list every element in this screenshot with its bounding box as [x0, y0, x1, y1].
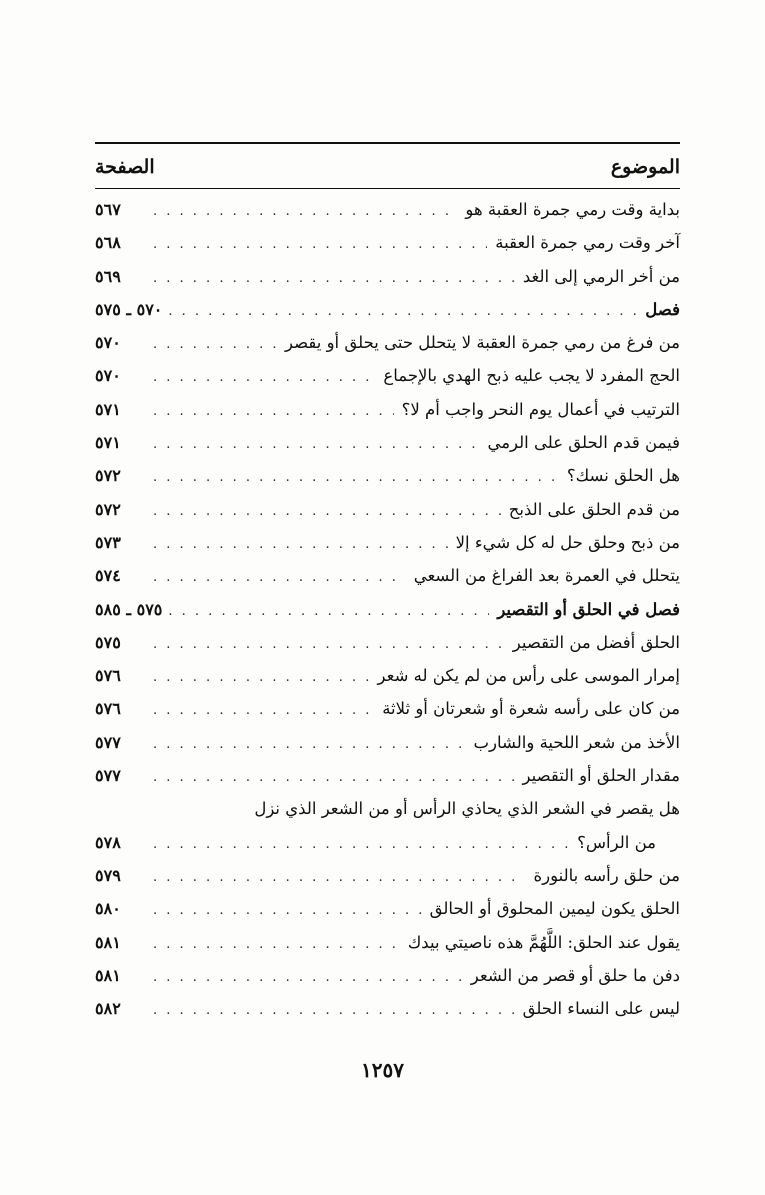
toc-entry: [95, 859, 680, 892]
table-of-contents: [95, 142, 680, 1025]
dot-leader: [147, 761, 515, 794]
entry-page: ٥٧٦: [95, 699, 121, 719]
entry-title: من فرغ من رمي جمرة العقبة لا يتحلل حتى يحلق أو يقصر: [284, 333, 680, 353]
section-title: فصل في الحلق أو التقصير: [497, 599, 680, 619]
toc-entry: [95, 426, 680, 459]
entry-page: ٥٧٧: [95, 732, 121, 752]
toc-entry: [95, 493, 680, 526]
entry-title: الحلق أفضل من التقصير: [512, 632, 680, 652]
toc-entry-continuation: [95, 826, 680, 859]
toc-entry: [95, 759, 680, 792]
dot-leader: [147, 861, 525, 894]
page-number: ١٢٥٧: [361, 1058, 404, 1082]
dot-leader: [147, 361, 375, 394]
entry-page: ٥٧٦: [95, 666, 121, 686]
dot-leader: [162, 295, 637, 328]
entry-title: من ذبح وحلق حل له كل شيء إلا: [455, 532, 680, 552]
dot-leader: [147, 928, 400, 961]
toc-entry-multiline-start: [95, 792, 680, 825]
entry-page: ٥٧١: [95, 399, 121, 419]
toc-entry: [95, 892, 680, 925]
section-page-range: ٥٧٠ ـ ٥٧٥: [95, 299, 163, 319]
entry-page: ٥٨١: [95, 932, 121, 952]
toc-section-entry: [95, 293, 680, 326]
toc-section-entry: [95, 593, 680, 626]
entry-page: ٥٨٢: [95, 999, 121, 1019]
dot-leader: [147, 694, 374, 727]
entry-title: آخر وقت رمي جمرة العقبة: [495, 233, 680, 253]
entry-page: ٥٦٧: [95, 200, 121, 219]
toc-entry: [95, 459, 680, 492]
entry-page: ٥٧٧: [95, 766, 121, 786]
entry-title: بداية وقت رمي جمرة العقبة هو: [465, 200, 680, 219]
toc-header: [95, 146, 680, 188]
entry-title: الترتيب في أعمال يوم النحر واجب أم لا؟: [401, 399, 680, 419]
entry-page: ٥٧٠: [95, 366, 121, 386]
entry-page: ٥٦٩: [95, 266, 121, 286]
topic-column-label: الموضوع: [610, 156, 680, 178]
dot-leader: [147, 994, 515, 1027]
dot-leader: [147, 461, 559, 494]
entry-title: يتحلل في العمرة بعد الفراغ من السعي: [413, 566, 680, 586]
toc-entry: [95, 659, 680, 692]
header-bottom-rule: [95, 188, 680, 189]
dot-leader: [147, 961, 463, 994]
toc-entry: [95, 526, 680, 559]
entry-title: الحلق يكون ليمين المحلوق أو الحالق: [429, 899, 680, 919]
toc-entry: [95, 559, 680, 592]
dot-leader: [147, 195, 457, 228]
dot-leader: [147, 262, 515, 295]
dot-leader: [147, 561, 406, 594]
toc-entry: [95, 393, 680, 426]
entry-title: من كان على رأسه شعرة أو شعرتان أو ثلاثة: [382, 699, 680, 719]
entry-title: هل يقصر في الشعر الذي يحاذي الرأس أو من الشعر الذي نزل: [254, 799, 680, 819]
section-page-range: ٥٧٥ ـ ٥٨٥: [95, 599, 163, 619]
toc-entry: [95, 359, 680, 392]
dot-leader: [147, 228, 487, 261]
entry-page: ٥٧٨: [95, 832, 121, 852]
header-top-rule: [95, 142, 680, 144]
entry-title: من أخر الرمي إلى الغد: [522, 266, 680, 286]
dot-leader: [147, 894, 422, 927]
entry-title: دفن ما حلق أو قصر من الشعر: [470, 965, 680, 985]
dot-leader: [147, 328, 277, 361]
entry-title: يقول عند الحلق: اللَّهُمَّ هذه ناصيتي بيدك: [407, 932, 680, 952]
entry-title: هل الحلق نسك؟: [566, 466, 680, 486]
toc-entry: [95, 959, 680, 992]
entry-page: ٥٧٢: [95, 499, 121, 519]
entry-title: من حلق رأسه بالنورة: [533, 865, 680, 885]
entry-title: مقدار الحلق أو التقصير: [522, 766, 680, 786]
toc-entry: [95, 326, 680, 359]
entry-page: ٥٧٢: [95, 466, 121, 486]
dot-leader: [147, 495, 501, 528]
toc-entry: [95, 726, 680, 759]
entry-page: ٥٧٣: [95, 532, 121, 552]
toc-entry: [95, 626, 680, 659]
toc-entry: [95, 992, 680, 1025]
entry-title: من قدم الحلق على الذبح: [508, 499, 680, 519]
entry-title: الأخذ من شعر اللحية والشارب: [473, 732, 680, 752]
dot-leader: [147, 828, 569, 861]
entry-page: ٥٧٤: [95, 566, 121, 586]
entry-page: ٥٧٠: [95, 333, 121, 353]
toc-entry: [95, 926, 680, 959]
section-title: فصل: [645, 299, 680, 319]
toc-entry: [95, 226, 680, 259]
dot-leader: [162, 595, 489, 628]
toc-entry: [95, 193, 680, 226]
entry-page: ٥٨١: [95, 965, 121, 985]
dot-leader: [147, 661, 370, 694]
dot-leader: [147, 528, 448, 561]
toc-entry: [95, 260, 680, 293]
dot-leader: [147, 395, 394, 428]
entry-page: ٥٧٥: [95, 632, 121, 652]
toc-entries: [95, 193, 680, 1025]
page-column-label: الصفحة: [95, 156, 155, 178]
entry-page: ٥٨٠: [95, 899, 121, 919]
entry-page: ٥٧٩: [95, 865, 121, 885]
entry-title: الحج المفرد لا يجب عليه ذبح الهدي بالإجماع: [383, 366, 680, 386]
entry-title: من الرأس؟: [577, 832, 656, 852]
entry-title: ليس على النساء الحلق: [522, 999, 680, 1019]
entry-title: فيمن قدم الحلق على الرمي: [487, 433, 680, 453]
entry-title: إمرار الموسى على رأس من لم يكن له شعر: [377, 666, 680, 686]
entry-page: ٥٦٨: [95, 233, 121, 253]
entry-page: ٥٧١: [95, 433, 121, 453]
toc-entry: [95, 692, 680, 725]
dot-leader: [147, 428, 479, 461]
dot-leader: [147, 728, 466, 761]
dot-leader: [147, 628, 505, 661]
